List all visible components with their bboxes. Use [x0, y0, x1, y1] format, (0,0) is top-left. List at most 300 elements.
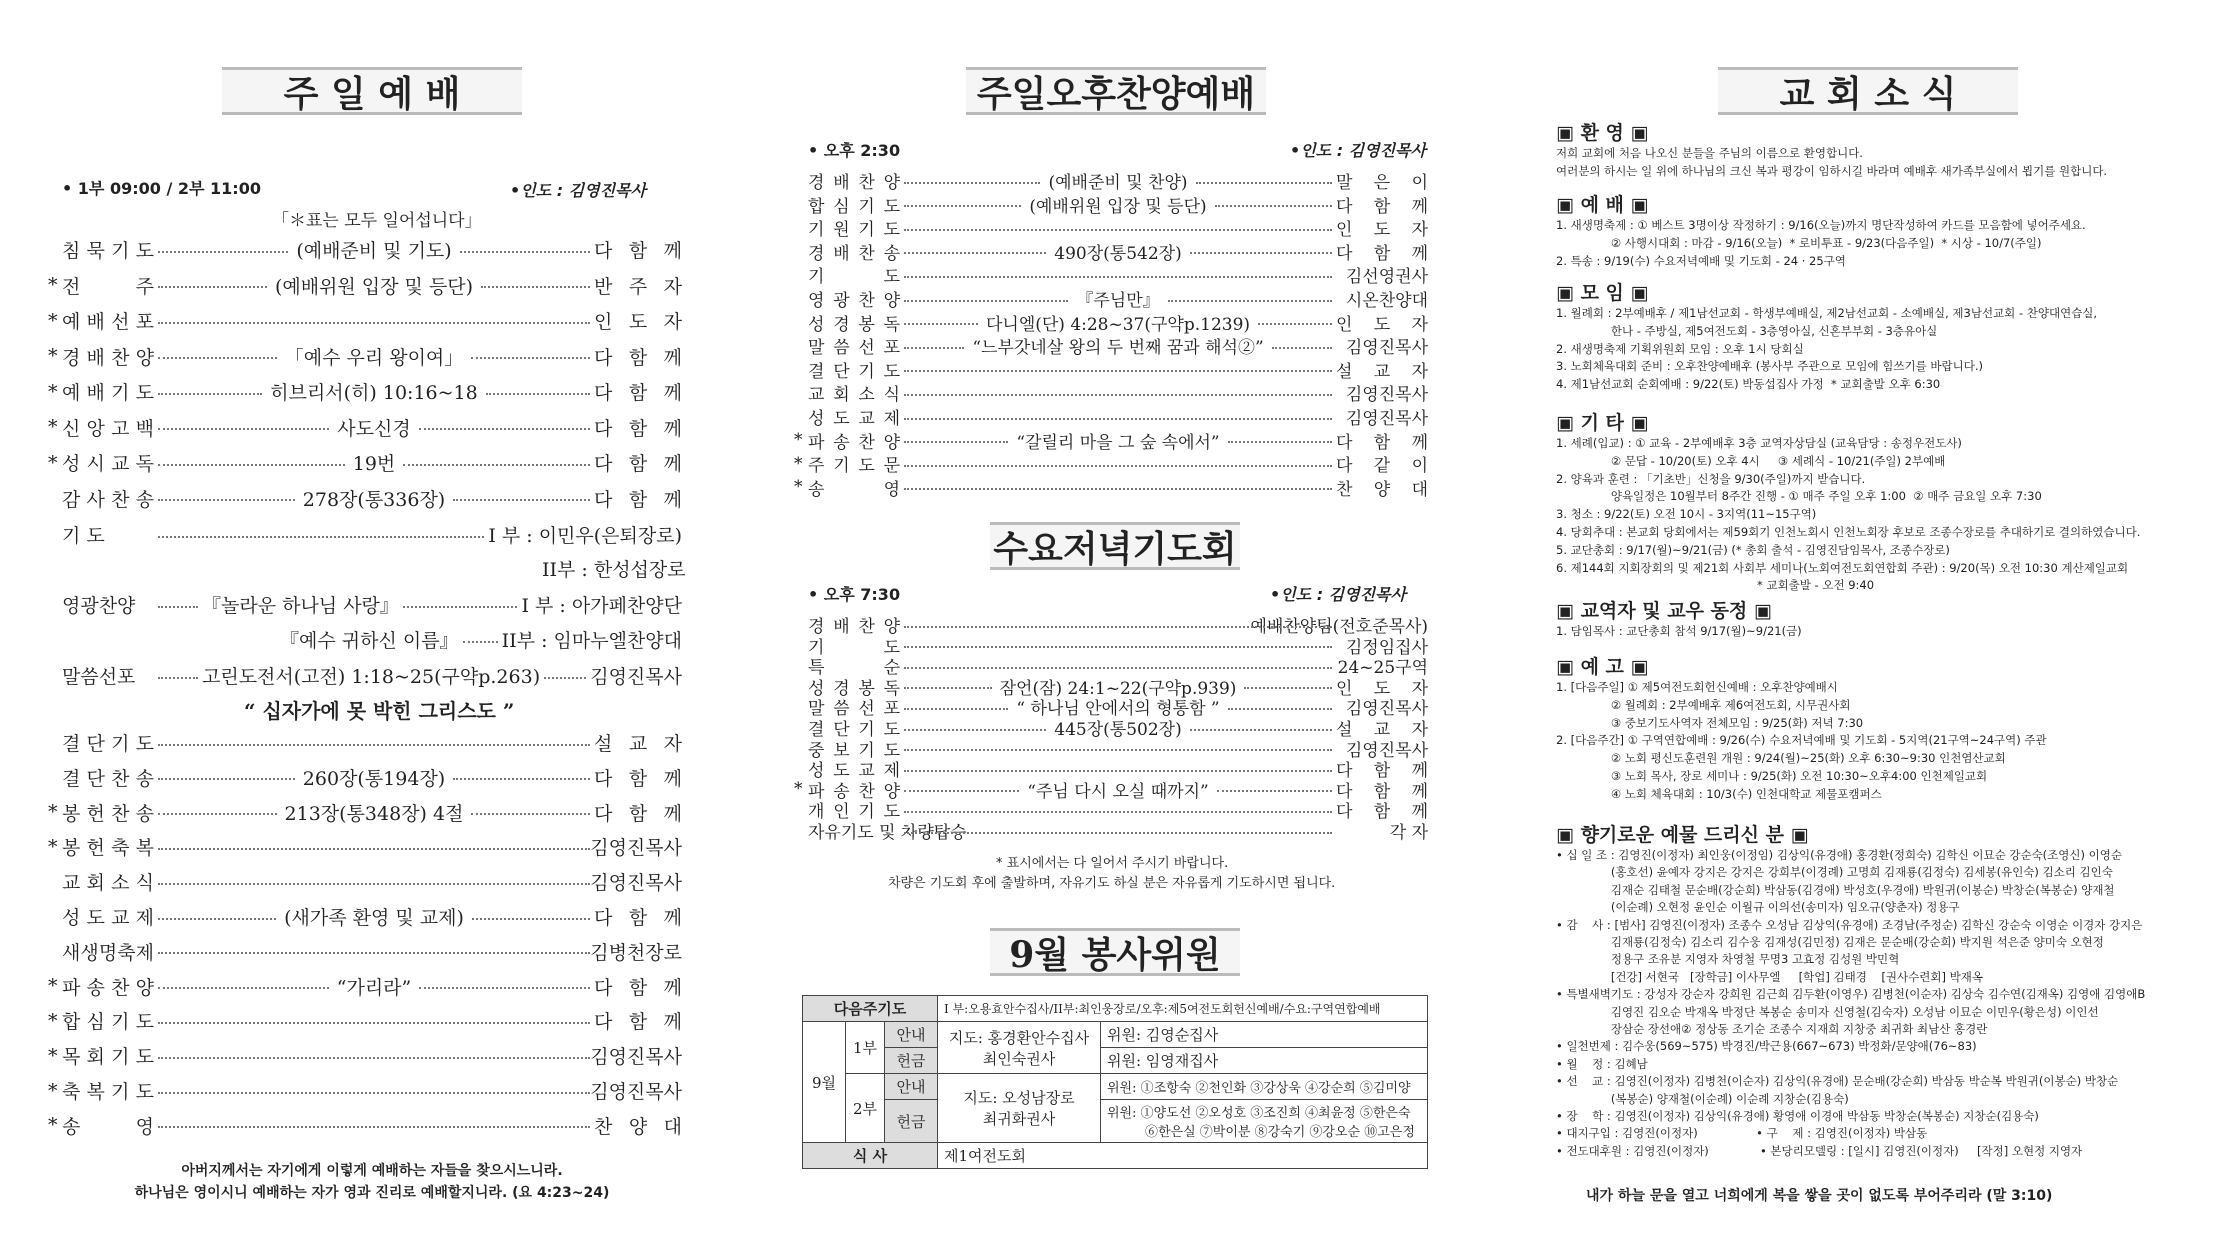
- news-line: • 십 일 조 : 김영진(이정자) 최인웅(이정임) 김상익(유경애) 홍경환(정희숙) 김학신 이묘순 강순숙(조영신) 이영순: [1556, 848, 2122, 862]
- row-person: 다 함 께: [1336, 432, 1428, 453]
- wednesday-leader: •인도 : 김영진목사: [1270, 585, 1406, 604]
- news-line: 김재룡(김정숙) 김소리 김수웅 김재성(김민정) 김재은 문순배(강순희) 박지원 석은준 양미숙 오현정: [1556, 935, 2104, 949]
- news-line: • 선 교 : 김영진(이정자) 김병천(이순자) 김상익(유경애) 문순배(강순희) 박삼동 박순복 박원귀(이봉순) 박창순: [1556, 1074, 2119, 1089]
- row-detail: “ 하나님 안에서의 형통함 ”: [1016, 699, 1220, 720]
- dot-leader: [904, 347, 964, 349]
- dot-leader: [158, 606, 198, 608]
- row-person: 다 함 께: [594, 767, 682, 790]
- standing-note: 「＊표는 모두 일어섭니다」: [272, 211, 482, 231]
- row-label: 특 순: [808, 658, 900, 679]
- row-label: 교 회 소 식: [62, 872, 154, 895]
- choir-who-1: I 부 : 아가페찬양단: [521, 595, 682, 617]
- dot-leader: [904, 646, 1332, 648]
- row-person: 다 함 께: [1336, 781, 1428, 802]
- row-label: 송 영: [808, 479, 900, 500]
- news-line: • 대지구입 : 김영진(이정자) • 구 제 : 김영진(이정자) 박삼동: [1556, 1126, 1928, 1141]
- order-row: [48, 449, 682, 476]
- news-line: 5. 교단총회 : 9/17(월)~9/21(금) (* 총회 출석 - 김영진담임목사, 조종수장로): [1556, 542, 1950, 557]
- news-line: 정용구 조유분 지영자 차영철 무명3 고효정 김성원 박민혁: [1556, 952, 1900, 967]
- order-row: [48, 799, 682, 826]
- leader: •인도 : 김영진목사: [510, 181, 646, 200]
- dot-leader: [453, 778, 590, 780]
- dot-leader: [460, 251, 590, 253]
- member-2c: ⑥한은실 ⑦박이분 ⑧강숙기 ⑨강오순 ⑩고은정: [1145, 1125, 1415, 1140]
- row-label: 새 생 명 축 제: [62, 941, 154, 964]
- standing-mark: *: [48, 1079, 58, 1102]
- dot-leader: [904, 770, 1332, 772]
- dot-leader: [1217, 790, 1332, 792]
- dot-leader: [158, 918, 276, 920]
- news-line: 1. 담임목사 : 교단총회 참석 9/17(월)~9/21(금): [1556, 624, 1802, 638]
- row-label: 전 주: [62, 275, 154, 298]
- dot-leader: [904, 626, 1332, 628]
- vehicle-note: 차량은 기도회 후에 출발하며, 자유기도 하실 분은 자유롭게 기도하시면 됩니다.: [888, 876, 1336, 891]
- dot-leader: [904, 182, 1040, 184]
- row-detail: “주님 다시 오실 때까지”: [1027, 781, 1209, 802]
- news-line: • 월 정 : 김혜남: [1556, 1056, 1648, 1071]
- standing-mark: *: [794, 453, 803, 474]
- row-label: 축 복 기 도: [62, 1081, 154, 1103]
- dot-leader: [158, 1022, 590, 1024]
- row-person: 김영진목사: [1345, 740, 1428, 761]
- row-detail: 다니엘(단) 4:28~37(구약p.1239): [985, 314, 1251, 335]
- standing-mark: *: [48, 345, 58, 367]
- leader-1a: 지도: 홍경환안수집사: [948, 1028, 1090, 1047]
- dot-leader: [1215, 205, 1332, 207]
- afternoon-time: • 오후 2:30: [808, 141, 901, 160]
- dot-leader: [158, 464, 345, 466]
- order-row: [808, 404, 1428, 429]
- choir-row-2: [280, 626, 682, 653]
- row-person: 다 함 께: [594, 346, 682, 369]
- row-person: 김영진목사: [590, 837, 682, 860]
- row-detail: 260장(통194장): [302, 767, 446, 790]
- order-row: [808, 262, 1428, 287]
- dot-leader: [904, 300, 1068, 302]
- dot-leader: [158, 952, 590, 954]
- row-label: 감 사 찬 송: [62, 488, 154, 511]
- news-line: 1. [다음주일] ① 제5여전도회헌신예배 : 오후찬양예배시: [1556, 680, 1838, 694]
- order-row: [794, 475, 1428, 500]
- closing-verse: 내가 하늘 문을 열고 너희에게 복을 쌓을 곳이 없도록 부어주리라 (말 3:10): [1586, 1188, 2053, 1204]
- row-detail: (예배준비 및 찬양): [1048, 173, 1188, 193]
- row-label: 결 단 기 도: [808, 720, 900, 740]
- order-row: [48, 272, 682, 299]
- meal-who: 제1여전도회: [938, 1143, 1428, 1169]
- order-row: [808, 215, 1428, 240]
- news-line: 3. 청소 : 9/22(토) 오전 10시 - 3지역(11~15구역): [1556, 507, 1817, 522]
- dot-leader: [158, 677, 198, 679]
- row-label: 파 송 찬 양: [62, 976, 154, 999]
- news-line: 한나 - 주방실, 제5여전도회 - 3층영아실, 신혼부부회 - 3층유아실: [1556, 323, 1938, 338]
- row-person: 김정임집사: [1345, 637, 1428, 658]
- standing-mark: *: [48, 1114, 58, 1137]
- row-detail: 「예수 우리 왕이여」: [284, 346, 464, 369]
- offering-1: 헌금: [885, 1048, 938, 1074]
- news-line: • 특별새벽기도 : 강성자 강순자 강희원 김근희 김두환(이영우) 김병천(이순자) 김상숙 김수연(김재옥) 김영애 김영애B: [1556, 987, 2146, 1002]
- section-heading: ▣ 예 배 ▣: [1556, 194, 1649, 216]
- footer-verse-2: 하나님은 영이시니 예배하는 자가 영과 진리로 예배할지니라. (요 4:23~24): [134, 1185, 610, 1201]
- service-2: 2부: [846, 1074, 885, 1143]
- row-label: 예 배 선 포: [62, 311, 154, 333]
- row-person: 다 함 께: [1336, 761, 1428, 782]
- dot-leader: [158, 499, 295, 501]
- row-label: 봉 헌 축 복: [62, 837, 154, 860]
- row-label: 경 배 찬 양: [62, 346, 154, 369]
- dot-leader: [904, 370, 1332, 372]
- row-person: 인 도 자: [1336, 314, 1429, 335]
- row-person: 다 같 이: [1336, 456, 1428, 477]
- news-line: 4. 제1남선교회 순회예배 : 9/22(토) 박동섭집사 가정 * 교회출발 오후 6:30: [1556, 377, 1941, 392]
- row-detail: (예배위원 입장 및 등단): [274, 275, 474, 298]
- row-label: 예 배 기 도: [62, 382, 154, 404]
- dot-leader: [463, 641, 498, 643]
- order-row: [808, 333, 1428, 358]
- row-person: 다 함 께: [594, 1011, 682, 1034]
- service-1: 1부: [846, 1022, 885, 1074]
- order-row: [808, 357, 1428, 382]
- row-person: 김영진목사: [590, 1081, 682, 1103]
- row-detail: (새가족 환영 및 교제): [284, 907, 464, 929]
- dot-leader: [904, 441, 1008, 443]
- news-line: ② 월례회 : 2부예배후 제6여전도회, 시무권사회: [1556, 697, 1851, 712]
- row-person: 김영진목사: [1345, 385, 1428, 406]
- news-line: • 감 사 : [범사] 김영진(이정자) 조종수 오성남 김상익(유경애) 조경남(주정순) 김학신 강순숙 이영순 이경자 강지은: [1556, 917, 2143, 932]
- dot-leader: [904, 394, 1332, 396]
- choir-who-2: II부 : 임마누엘찬양대: [501, 630, 682, 652]
- dot-leader: [904, 465, 1332, 467]
- news-line: 김재순 김태철 문순배(강순희) 박삼동(김경애) 박성호(우경애) 박원귀(이봉순) 박창순(복봉순) 양재철: [1556, 882, 2115, 897]
- row-person: 김병천장로: [590, 941, 682, 964]
- order-row: [808, 310, 1428, 335]
- row-person: 김영진목사: [1345, 338, 1428, 359]
- dot-leader: [158, 883, 590, 885]
- member-1a: 위원: 김영순집사: [1101, 1022, 1428, 1048]
- order-row: [48, 343, 682, 370]
- dot-leader: [453, 499, 590, 501]
- dot-leader: [904, 790, 1019, 792]
- afternoon-leader: •인도 : 김영진목사: [1290, 141, 1426, 160]
- order-row: [808, 192, 1428, 217]
- dot-leader: [403, 606, 518, 608]
- standing-mark: *: [48, 1044, 58, 1067]
- news-line: ② 문답 - 10/20(토) 오후 4시 ③ 세례식 - 10/21(주일) 2부예배: [1556, 453, 1946, 468]
- row-person: 반 주 자: [594, 275, 682, 298]
- row-person: 인 도 자: [1336, 220, 1428, 241]
- news-line: [건강] 서현국 [장학금] 이사무엘 [학업] 김태경 [권사수련회] 박재옥: [1556, 969, 1983, 984]
- row-label: 경 배 찬 양: [808, 617, 900, 637]
- guide-1: 안내: [885, 1022, 938, 1048]
- dot-leader: [1244, 687, 1332, 689]
- order-row: [62, 236, 682, 263]
- row-label: 성 시 교 독: [62, 453, 154, 475]
- order-row: [808, 239, 1428, 264]
- news-line: * 교회출발 - 오전 9:40: [1556, 578, 1875, 593]
- dot-leader: [904, 205, 1021, 207]
- row-detail: “느부갓네살 왕의 두 번째 꿈과 해석②”: [972, 338, 1264, 359]
- row-label: 주 기 도 문: [808, 456, 900, 477]
- news-line: ③ 중보기도사역자 전체모임 : 9/25(화) 저녁 7:30: [1556, 715, 1864, 730]
- news-line: 2. 특송 : 9/19(수) 수요저녁예배 및 기도회 - 24 · 25구역: [1556, 253, 1846, 268]
- dot-leader: [419, 428, 590, 430]
- dot-leader: [158, 813, 277, 815]
- standing-mark: *: [794, 779, 803, 800]
- order-row: [48, 833, 682, 860]
- wednesday-time: • 오후 7:30: [808, 585, 901, 604]
- dot-leader: [158, 1092, 590, 1094]
- order-row: [48, 973, 682, 1000]
- order-row: [48, 378, 682, 405]
- standing-mark: *: [48, 451, 58, 474]
- prayer-second: II부 : 한성섭장로: [542, 559, 686, 581]
- row-detail: 490장(통542장): [1054, 243, 1182, 264]
- row-detail: 히브리서(히) 10:16~18: [270, 382, 478, 404]
- section-heading: ▣ 기 타 ▣: [1556, 412, 1649, 434]
- row-person: 다 함 께: [594, 453, 682, 475]
- row-label: 성 도 교 제: [808, 409, 900, 429]
- member-2b: 위원: ①양도선 ②오성호 ③조진희 ④최윤정 ⑤한은숙: [1107, 1106, 1411, 1121]
- row-person: 다 함 께: [594, 976, 682, 999]
- row-label: 파 송 찬 양: [808, 432, 900, 453]
- row-label: 말 씀 선 포: [808, 699, 900, 720]
- row-label: 결 단 기 도: [62, 733, 154, 755]
- order-row: [808, 818, 1428, 843]
- dot-leader: [158, 778, 295, 780]
- row-label: 결 단 기 도: [808, 361, 900, 382]
- dot-leader: [1168, 300, 1332, 302]
- dot-leader: [904, 749, 1332, 751]
- row-person: 다 함 께: [594, 802, 682, 825]
- row-person: 김영진목사: [590, 1046, 682, 1069]
- choir-row-1: [62, 591, 682, 618]
- section-heading: ▣ 예 고 ▣: [1556, 656, 1649, 678]
- row-label: 기 도: [62, 525, 105, 547]
- order-row: [62, 764, 682, 791]
- row-detail: 『주님만』: [1076, 291, 1160, 311]
- sermon-row: [62, 662, 682, 689]
- news-line: 1. 세례(입교) : ① 교육 - 2부예배후 3층 교역자상담실 (교육담당 : 송정우전도사): [1556, 436, 1962, 450]
- row-person: 인 도 자: [594, 311, 682, 333]
- order-row: [808, 286, 1428, 311]
- standing-mark: *: [48, 975, 58, 998]
- row-label: 합 심 기 도: [62, 1011, 154, 1034]
- order-row: [48, 1042, 682, 1069]
- dot-leader: [419, 987, 590, 989]
- standing-mark: *: [48, 380, 58, 403]
- leader-2b: 최귀화권사: [982, 1110, 1056, 1128]
- news-line: 2. [다음주간] ① 구역연합예배 : 9/26(수) 수요저녁예배 및 기도회 - 5지역(21구역~24구역) 주관: [1556, 733, 2047, 748]
- standing-mark: *: [48, 416, 58, 438]
- row-detail: “갈릴리 마을 그 숲 속에서”: [1016, 432, 1220, 453]
- news-line: (이순례) 오현정 윤인순 이월규 이의선(송미자) 임오규(양춘자) 정용구: [1556, 900, 1960, 915]
- row-label: 개 인 기 도: [808, 802, 900, 823]
- row-label: 봉 헌 찬 송: [62, 802, 154, 825]
- dot-leader: [904, 488, 1332, 490]
- order-row: [62, 729, 682, 756]
- row-person: 다 함 께: [1336, 802, 1428, 823]
- dot-leader: [403, 464, 590, 466]
- row-label: 신 앙 고 백: [62, 417, 154, 440]
- row-label: 경 배 찬 송: [808, 243, 900, 264]
- row-label: 교 회 소 식: [808, 385, 900, 406]
- row-person: 김영진목사: [590, 872, 682, 895]
- news-line: • 장 학 : 김영진(이정자) 김상익(유경애) 황영애 이경애 박삼동 박창순(복봉순) 지창순(김용숙): [1556, 1109, 2039, 1123]
- dot-leader: [1228, 708, 1332, 710]
- dot-leader: [158, 1057, 590, 1059]
- order-row: [48, 1112, 682, 1139]
- news-line: 6. 제144회 지회장회의 및 제21회 사회부 세미나(노회여전도회연합회 주관) : 9/20(목) 오전 10:30 계산제일교회: [1556, 560, 2129, 575]
- standing-mark: *: [48, 309, 58, 332]
- news-line: 2. 양육과 훈련 : 「기초반」신청을 9/30(주일)까지 받습니다.: [1556, 471, 1866, 486]
- dot-leader: [1196, 182, 1332, 184]
- prayer-first: I 부 : 이민우(은퇴장로): [488, 525, 682, 547]
- row-person: 다 함 께: [594, 488, 682, 511]
- section-heading: ▣ 향기로운 예물 드리신 분 ▣: [1556, 824, 1809, 846]
- leader-2a: 지도: 오성남장로: [963, 1089, 1075, 1107]
- row-detail: (예배준비 및 기도): [296, 240, 452, 262]
- news-line: 4. 당회추대 : 본교회 당회에서는 제59회기 인천노회시 인천노회장 후보로 조종수장로를 추대하기로 결의하였습니다.: [1556, 525, 2141, 539]
- news-line: 1. 새생명축제 : ① 베스트 3명이상 작정하기 : 9/16(오늘)까지 명단작성하여 카드를 모음함에 넣어주세요.: [1556, 218, 2086, 232]
- order-row: [62, 938, 682, 965]
- order-row: [794, 451, 1428, 477]
- order-row: [48, 1077, 682, 1104]
- row-label: 자유기도 및 차량탑승: [808, 823, 967, 843]
- order-row: [794, 428, 1428, 453]
- church-news-title: 교 회 소 식: [1718, 67, 2018, 115]
- wednesday-prayer-title: 수요저녁기도회: [990, 522, 1240, 570]
- dot-leader: [1190, 729, 1332, 731]
- section-heading: ▣ 교역자 및 교우 동정 ▣: [1556, 600, 1772, 622]
- row-label: 기 도: [808, 637, 900, 658]
- row-person: 시온찬양대: [1345, 291, 1428, 311]
- sermon-title: “ 십자가에 못 박힌 그리스도 ”: [244, 699, 515, 723]
- dot-leader: [1272, 347, 1332, 349]
- row-label: 영 광 찬 양: [808, 291, 900, 311]
- section-heading: ▣ 환 영 ▣: [1556, 122, 1649, 144]
- row-label: 말씀선포: [62, 666, 136, 688]
- row-label: 성 경 봉 독: [808, 678, 900, 699]
- news-line: ③ 노회 목사, 장로 세미나 : 9/25(화) 오전 10:30~오후4:00 인천제일교회: [1556, 769, 1988, 783]
- dot-leader: [158, 428, 329, 430]
- row-label: 목 회 기 도: [62, 1046, 154, 1069]
- service-times: • 1부 09:00 / 2부 11:00: [62, 179, 261, 198]
- row-detail: 278장(통336장): [302, 488, 446, 511]
- row-label: 기 원 기 도: [808, 220, 900, 241]
- dot-leader: [158, 536, 484, 538]
- order-row: [62, 903, 682, 930]
- news-line: 2. 새생명축제 기획위원회 모임 : 오후 1시 당회실: [1556, 341, 1804, 356]
- row-detail: (예배위원 입장 및 등단): [1029, 196, 1207, 217]
- row-label: 성 도 교 제: [62, 907, 154, 929]
- row-person: 찬 양 대: [594, 1115, 682, 1138]
- dot-leader: [486, 393, 590, 395]
- dot-leader: [158, 286, 267, 288]
- dot-leader: [904, 276, 1332, 278]
- row-label: 중 보 기 도: [808, 740, 900, 761]
- dot-leader: [158, 357, 277, 359]
- offering-2: 헌금: [885, 1100, 938, 1143]
- news-line: 김영진 김오순 박재옥 박정단 복봉순 송미자 신영철(김숙자) 오성남 이묘순 이민우(황은성) 이인선: [1556, 1004, 2099, 1019]
- order-row: [808, 380, 1428, 405]
- news-line: 여러분의 하시는 일 위에 하나님의 크신 복과 평강이 임하시길 바라며 예배후 새가족부실에서 뵙기를 원합니다.: [1556, 163, 2108, 178]
- news-line: • 전도대후원 : 김영진(이정자) • 본당리모델링 : [일시] 김영진(이정자) [작정] 오현정 지영자: [1556, 1143, 2083, 1158]
- row-label: 성 도 교 제: [808, 761, 900, 782]
- dot-leader: [1258, 323, 1332, 325]
- order-row: [48, 414, 682, 441]
- order-row: [62, 868, 682, 895]
- row-detail: 19번: [352, 453, 396, 475]
- member-1b: 위원: 임영재집사: [1101, 1048, 1428, 1074]
- row-label: 영광찬양: [62, 595, 136, 617]
- row-detail: “가리라”: [336, 976, 412, 999]
- standing-mark: *: [794, 430, 803, 451]
- news-line: ④ 노회 체육대회 : 10/3(수) 인천대학교 제물포캠퍼스: [1556, 786, 1882, 801]
- order-row: [808, 168, 1428, 193]
- prayer-row: [62, 521, 682, 548]
- row-person: 다 함 께: [594, 417, 682, 440]
- standing-mark: *: [48, 835, 58, 858]
- leaders-1: [938, 1022, 1101, 1074]
- dot-leader: [544, 677, 586, 679]
- order-row: [48, 1007, 682, 1034]
- dot-leader: [904, 323, 978, 325]
- member-2a: 위원: ①조항숙 ②천인화 ③강상욱 ④강순희 ⑤김미양: [1101, 1074, 1428, 1100]
- news-line: 양육일정은 10월부터 8주간 진행 - ① 매주 주일 오후 1:00 ② 매주 금요일 오후 7:30: [1556, 489, 2042, 504]
- row-person: 다 함 께: [594, 382, 682, 404]
- row-person: 인 도 자: [1336, 678, 1429, 699]
- row-label: 성 경 봉 독: [808, 314, 900, 335]
- afternoon-worship-title: 주일오후찬양예배: [966, 67, 1266, 115]
- row-person: 찬 양 대: [1336, 479, 1428, 500]
- leader-1b: 최인숙권사: [982, 1049, 1056, 1068]
- dot-leader: [158, 251, 288, 253]
- dot-leader: [471, 357, 590, 359]
- row-detail: 445장(통502장): [1054, 720, 1182, 740]
- row-label: 합 심 기 도: [808, 196, 900, 217]
- row-person: 김선영권사: [1345, 267, 1428, 288]
- dot-leader: [481, 286, 590, 288]
- standing-note-2: * 표시에서는 다 일어서 주시기 바랍니다.: [996, 856, 1229, 871]
- next-prayer-text: I 부:오용효안수집사/II부:최인웅장로/오후:제5여전도회헌신예배/수요:구역연합예배: [938, 996, 1428, 1022]
- dot-leader: [904, 667, 1332, 669]
- dot-leader: [158, 322, 590, 324]
- news-line: 1. 월례회 : 2부예배후 / 제1남선교회 - 학생부예배실, 제2남선교회 - 소예배실, 제3남선교회 - 찬양대연습실,: [1556, 306, 2098, 320]
- row-label: 파 송 찬 양: [808, 781, 900, 802]
- row-person: 김영진목사: [1345, 699, 1428, 720]
- dot-leader: [158, 987, 329, 989]
- news-line: ② 사행시대회 : 마감 - 9/16(오늘) * 로비투표 - 9/23(다음주일) * 시상 - 10/7(주일): [1556, 235, 2042, 250]
- news-line: 저희 교회에 처음 나오신 분들을 주님의 이름으로 환영합니다.: [1556, 146, 1863, 160]
- row-person: 다 함 께: [594, 907, 682, 929]
- dot-leader: [904, 729, 1046, 731]
- dot-leader: [904, 811, 1332, 813]
- footer-verse-1: 아버지께서는 자기에게 이렇게 예배하는 자들을 찾으시느니라.: [181, 1163, 563, 1179]
- news-line: (홍호선) 윤예자 강지은 강지은 강희부(이경례) 고명희 김재룡(김정숙) 김세봉(유인숙) 김소리 김인숙: [1556, 865, 2113, 880]
- row-person: 각 자: [1389, 823, 1428, 843]
- dot-leader: [158, 744, 590, 746]
- dot-leader: [1190, 252, 1332, 254]
- dot-leader: [904, 229, 1332, 231]
- volunteers-table: [802, 995, 1428, 1169]
- news-line: 장삼순 장선애② 정상동 조기순 조종수 지재희 지창중 최귀화 최남산 홍경란: [1556, 1022, 1988, 1036]
- dot-leader: [471, 813, 590, 815]
- dot-leader: [904, 832, 1332, 834]
- row-person: 설 교 자: [1336, 720, 1428, 740]
- september-volunteers-title: 9월 봉사위원: [990, 928, 1240, 976]
- row-person: 말 은 이: [1336, 173, 1428, 193]
- row-label: 경 배 찬 양: [808, 173, 900, 193]
- dot-leader: [158, 1126, 590, 1128]
